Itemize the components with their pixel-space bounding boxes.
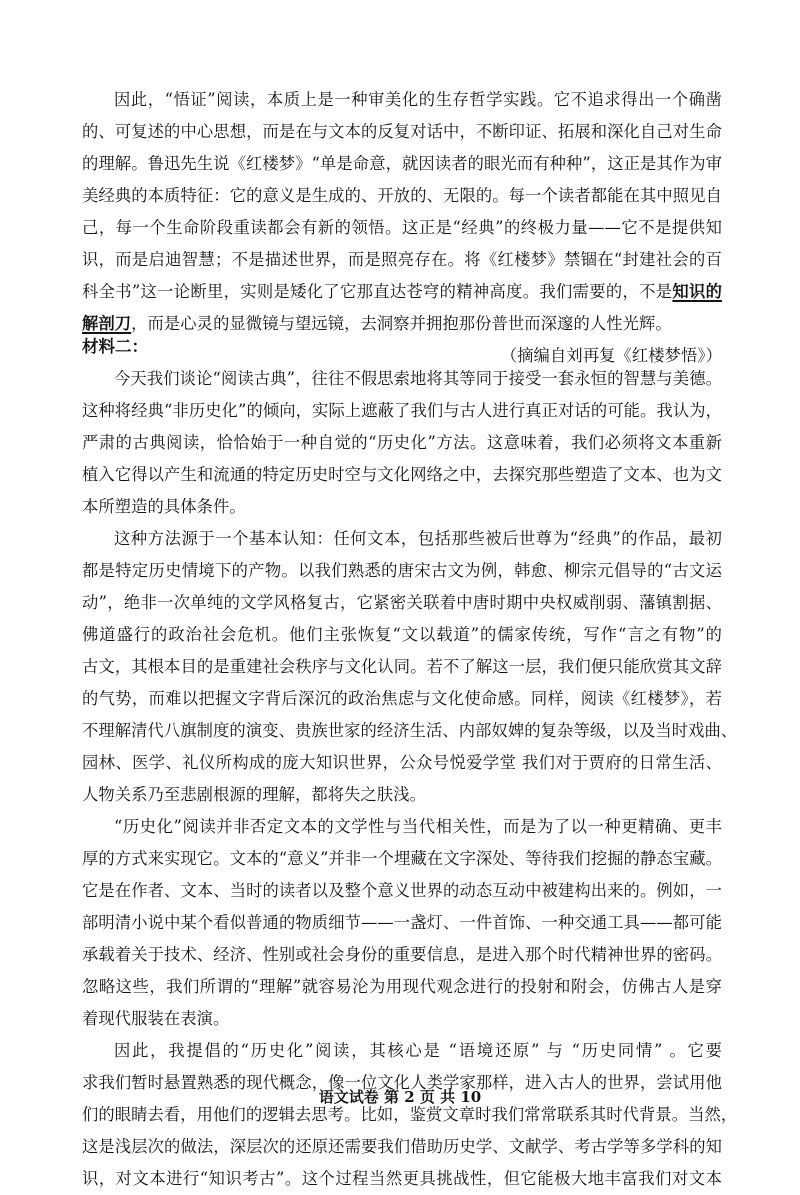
- text-line: 园林、医学、礼仪所构成的庞大知识世界，公众号悦爱学堂 我们对于贾府的日常生活、: [82, 753, 722, 772]
- section-heading: 材料二：: [82, 337, 148, 356]
- text-line: 它是在作者、文本、当时的读者以及整个意义世界的动态互动中被建构出来的。例如，一: [82, 881, 722, 900]
- text-line: 这是浅层次的做法，深层次的还原还需要我们借助历史学、文献学、考古学等多学科的知: [82, 1137, 722, 1156]
- text-line: 因此，“悟证”阅读，本质上是一种审美化的生存哲学实践。它不追求得出一个确凿: [114, 90, 722, 109]
- text-span: 科全书”这一论断里，实则是矮化了它那直达苍穹的精神高度。我们需要的，不是: [82, 282, 673, 301]
- text-line: 因此，我提倡的“历史化”阅读，其核心是 “语境还原” 与 “历史同情” 。它要: [114, 1041, 722, 1060]
- text-line: 严肃的古典阅读，恰恰始于一种自觉的“历史化”方法。这意味着，我们必须将文本重新: [82, 433, 722, 452]
- text-line: 的气势，而难以把握文字背后深沉的政治焦虑与文化使命感。同样，阅读《红楼梦》，若: [82, 689, 722, 708]
- source-citation: （摘编自刘再复《红楼梦悟》）: [500, 346, 722, 365]
- text-line: 己，每一个生命阶段重读都会有新的领悟。这正是“经典”的终极力量——它不是提供知: [82, 218, 722, 237]
- text-line: 识，而是启迪智慧；不是描述世界，而是照亮存在。将《红楼梦》禁锢在“封建社会的百: [82, 250, 722, 269]
- text-line: 忽略这些，我们所谓的“理解”就容易沦为用现代观念进行的投射和附会，仿佛古人是穿: [82, 977, 722, 996]
- text-line: “历史化”阅读并非否定文本的文学性与当代相关性，而是为了以一种更精确、更丰: [114, 817, 722, 836]
- text-line: 人物关系乃至悲剧根源的理解，都将失之肤浅。: [82, 785, 427, 804]
- emphasized-phrase: 知识的: [672, 282, 722, 301]
- text-line: 厚的方式来实现它。文本的“意义”并非一个埋藏在文字深处、等待我们挖掘的静态宝藏。: [82, 849, 722, 868]
- text-line: 古文，其根本目的是重建社会秩序与文化认同。若不了解这一层，我们便只能欣赏其文辞: [82, 657, 722, 676]
- text-line: 这种方法源于一个基本认知：任何文本，包括那些被后世尊为“经典”的作品，最初: [114, 529, 722, 548]
- text-line: 们的眼睛去看，用他们的逻辑去思考。比如，鉴赏文章时我们常常联系其时代背景。当然，: [82, 1105, 738, 1124]
- text-line: [82, 276, 722, 308]
- passage-1: [82, 84, 722, 372]
- text-line: 动”，绝非一次单纯的文学风格复古，它紧密关联着中唐时期中央权威削弱、藩镇割据、: [82, 593, 722, 612]
- text-line: 承载着关于技术、经济、性别或社会身份的重要信息，是进入那个时代精神世界的密码。: [82, 945, 722, 964]
- text-line: 今天我们谈论“阅读古典”，往往不假思索地将其等同于接受一套永恒的智慧与美德。: [114, 369, 722, 388]
- emphasized-phrase: 解剖刀: [82, 314, 132, 333]
- text-line: 植入它得以产生和流通的特定历史时空与文化网络之中，去探究那些塑造了文本、也为文: [82, 465, 722, 484]
- passage-2: [82, 363, 738, 1195]
- text-line: 部明清小说中某个看似普通的物质细节——一盏灯、一件首饰、一种交通工具——都可能: [82, 913, 722, 932]
- text-line: 美经典的本质特征：它的意义是生成的、开放的、无限的。每一个读者都能在其中照见自: [82, 186, 722, 205]
- text-span: ，而是心灵的显微镜与望远镜，去洞察并拥抱那份普世而深邃的人性光辉。: [131, 314, 672, 333]
- text-line: 这种将经典“非历史化”的倾向，实际上遮蔽了我们与古人进行真正对话的可能。我认为，: [82, 401, 722, 420]
- text-line: 不理解清代八旗制度的演变、贵族世家的经济生活、内部奴婢的复杂等级，以及当时戏曲、: [82, 721, 738, 740]
- text-line: 着现代服装在表演。: [82, 1009, 230, 1028]
- text-line: 的理解。鲁迅先生说《红楼梦》“单是命意，就因读者的眼光而有种种”，这正是其作为审: [82, 154, 722, 173]
- text-line: 识，对文本进行“知识考古”。这个过程当然更具挑战性，但它能极大地丰富我们对文本: [82, 1169, 722, 1188]
- text-line: 都是特定历史情境下的产物。以我们熟悉的唐宋古文为例，韩愈、柳宗元倡导的“古文运: [82, 561, 722, 580]
- text-line: 的、可复述的中心思想，而是在与文本的反复对话中，不断印证、拓展和深化自己对生命: [82, 122, 722, 141]
- text-line: 佛道盛行的政治社会危机。他们主张恢复“文以载道”的儒家传统，写作“言之有物”的: [82, 625, 722, 644]
- text-line: 求我们暂时悬置熟悉的现代概念，像一位文化人类学家那样，进入古人的世界，尝试用他: [82, 1073, 722, 1092]
- text-line: 本所塑造的具体条件。: [82, 497, 246, 516]
- page-footer: 语文试卷 第 2 页 共 10: [318, 1088, 482, 1106]
